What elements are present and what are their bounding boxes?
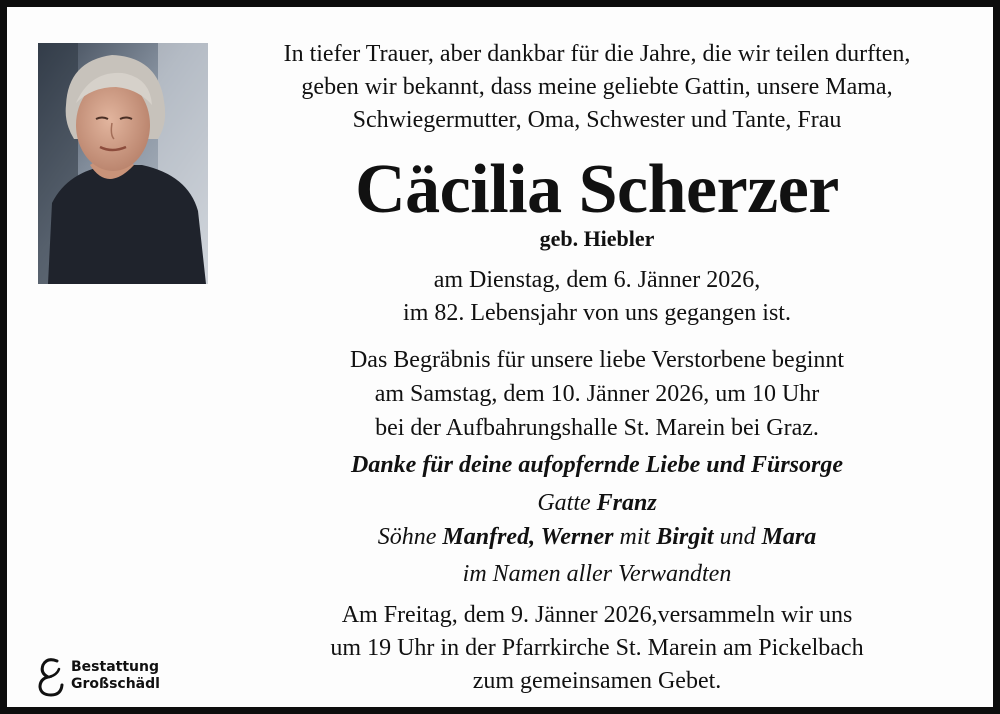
funeral-line: Das Begräbnis für unsere liebe Verstorbene beginnt (349, 347, 845, 373)
funeral-line: bei der Aufbahrungshalle St. Marein bei Graz. (375, 415, 819, 441)
logo-line-1: Bestattung (71, 659, 159, 675)
funeral-info (217, 343, 977, 445)
prayer-line: zum gemeinsamen Gebet. (472, 668, 722, 694)
children-names: Manfred, Werner (442, 524, 614, 550)
family-names (217, 486, 977, 554)
death-date-text (217, 264, 977, 330)
logo-line-2: Großschädl (71, 676, 160, 692)
prayer-info (217, 599, 977, 698)
intro-text (217, 38, 977, 137)
maiden-name: geb. Hiebler (539, 226, 655, 251)
children-name: Mara (761, 524, 817, 550)
prayer-line: um 19 Uhr in der Pfarrkirche St. Marein am Pickelbach (330, 635, 864, 661)
portrait-image (38, 43, 208, 284)
children-partner-name: Birgit (656, 524, 714, 550)
thanks-line: Danke für deine aufopfernde Liebe und Fürsorge (350, 452, 843, 478)
children-connector: und (713, 524, 762, 550)
death-line: im 82. Lebensjahr von uns gegangen ist. (403, 300, 791, 326)
funeral-home-logo-icon (37, 655, 65, 697)
relatives-line: im Namen aller Verwandten (462, 561, 732, 587)
children-prefix: Söhne (377, 524, 443, 550)
funeral-home-name (71, 659, 160, 693)
children-line (217, 520, 977, 554)
intro-line: geben wir bekannt, dass meine geliebte Gattin, unsere Mama, (301, 74, 893, 100)
death-line: am Dienstag, dem 6. Jänner 2026, (433, 267, 761, 293)
funeral-home-logo (37, 655, 187, 699)
intro-line: Schwiegermutter, Oma, Schwester und Tante, Frau (352, 107, 842, 133)
children-connector: mit (613, 524, 657, 550)
deceased-name: Cäcilia Scherzer (355, 151, 839, 228)
funeral-line: am Samstag, dem 10. Jänner 2026, um 10 Uhr (374, 381, 820, 407)
prayer-line: Am Freitag, dem 9. Jänner 2026,versammeln wir uns (341, 602, 853, 628)
intro-line: In tiefer Trauer, aber dankbar für die Jahre, die wir teilen durften, (283, 41, 911, 67)
portrait-photo (38, 43, 208, 284)
spouse-line (217, 486, 977, 520)
spouse-prefix: Gatte (537, 490, 597, 516)
spouse-name: Franz (596, 490, 657, 516)
